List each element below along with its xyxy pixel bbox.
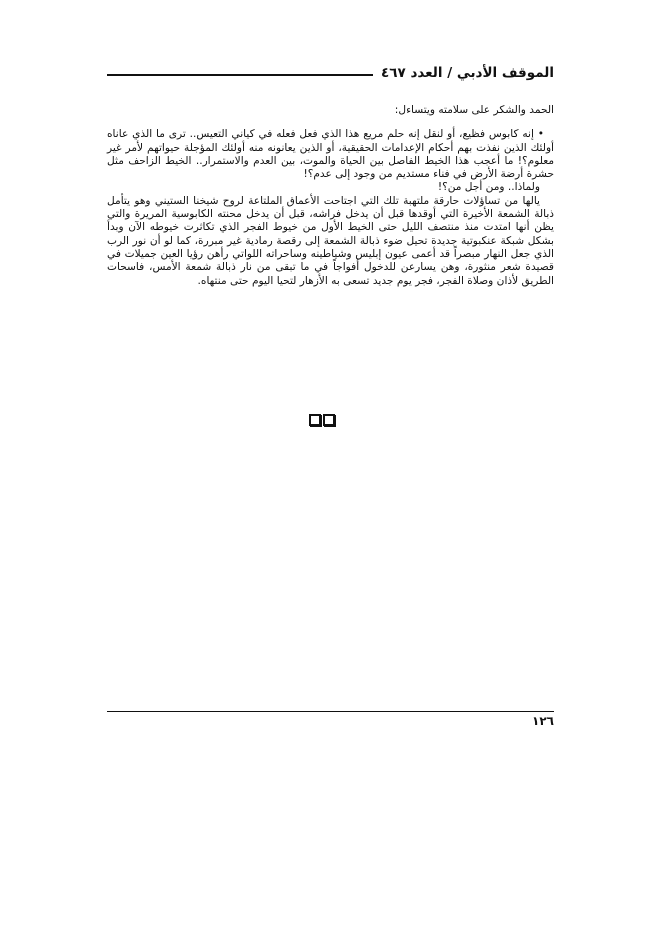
- article-body: [107, 104, 554, 288]
- paragraph-2: • إنه كابوس فظيع، أو لنقل إنه حلم مريع هذا الذي فعل فعله في كياني التعيس.. ترى ما الذي عاناه أولئك الذين نفذت بهم أحكام الإعدامات الحقيقية، أو الذين يعانونه منه أولئك المؤجلة حيواتهم لأمر غير معلوم؟! ما أعجب هذا الخيط الفاصل بين الحياة والموت، بين العدم والاستمرار.. الخيط الزاحف مثل حشرة أرضة الأرض في فناء مستديم من وجود إلى عدم؟!: [107, 128, 554, 181]
- running-header: [107, 62, 554, 84]
- footer-rule: [107, 711, 554, 712]
- square-ornament-icon: [323, 414, 335, 426]
- section-end-ornament: [309, 414, 335, 426]
- header-rule: [107, 74, 373, 76]
- square-ornament-icon: [309, 414, 321, 426]
- page-number: ١٢٦: [532, 714, 554, 728]
- paragraph-1: الحمد والشكر على سلامته ويتساءل:: [394, 104, 554, 116]
- paragraph-3: ولماذا.. ومن أجل من؟!: [437, 181, 540, 194]
- paragraph-4: يالها من تساؤلات حارقة ملتهبة تلك التي اجتاحت الأعماق الملتاعة لروح شيخنا الستيني وهو يتأمل ذبالة الشمعة الأخيرة التي أوقدها قبل أن يدخل فراشه، قبل أن يدخل محنته الكابوسية المريرة والتي يظن أنها امتدت منذ منتصف الليل حتى الخيط الأول من خيوط الفجر الذي تكاثرت خيوطه الآن وبدأ بشكل شبكة عنكبوتية جديدة تحيل ضوء ذبالة الشمعة إلى رقصة رمادية غير مبررة، كما لو أن نور الرب الذي جعل النهار مبصراً قد أعمى عيون إبليس وشياطينه وساحراته اللواتي رأهن رؤيا العين جميلات في قصيدة شعر منثورة، وهن يسارعن للدخول أفواجاً في ما تبقى من نار ذبالة شمعة الأمس، فاسحات الطريق لأذان وصلاة الفجر، فجر يوم جديد تسعى به الأزهار لتحيا اليوم حتى منتهاه.: [107, 194, 554, 287]
- header-title: الموقف الأدبي / العدد ٤٦٧: [381, 65, 554, 81]
